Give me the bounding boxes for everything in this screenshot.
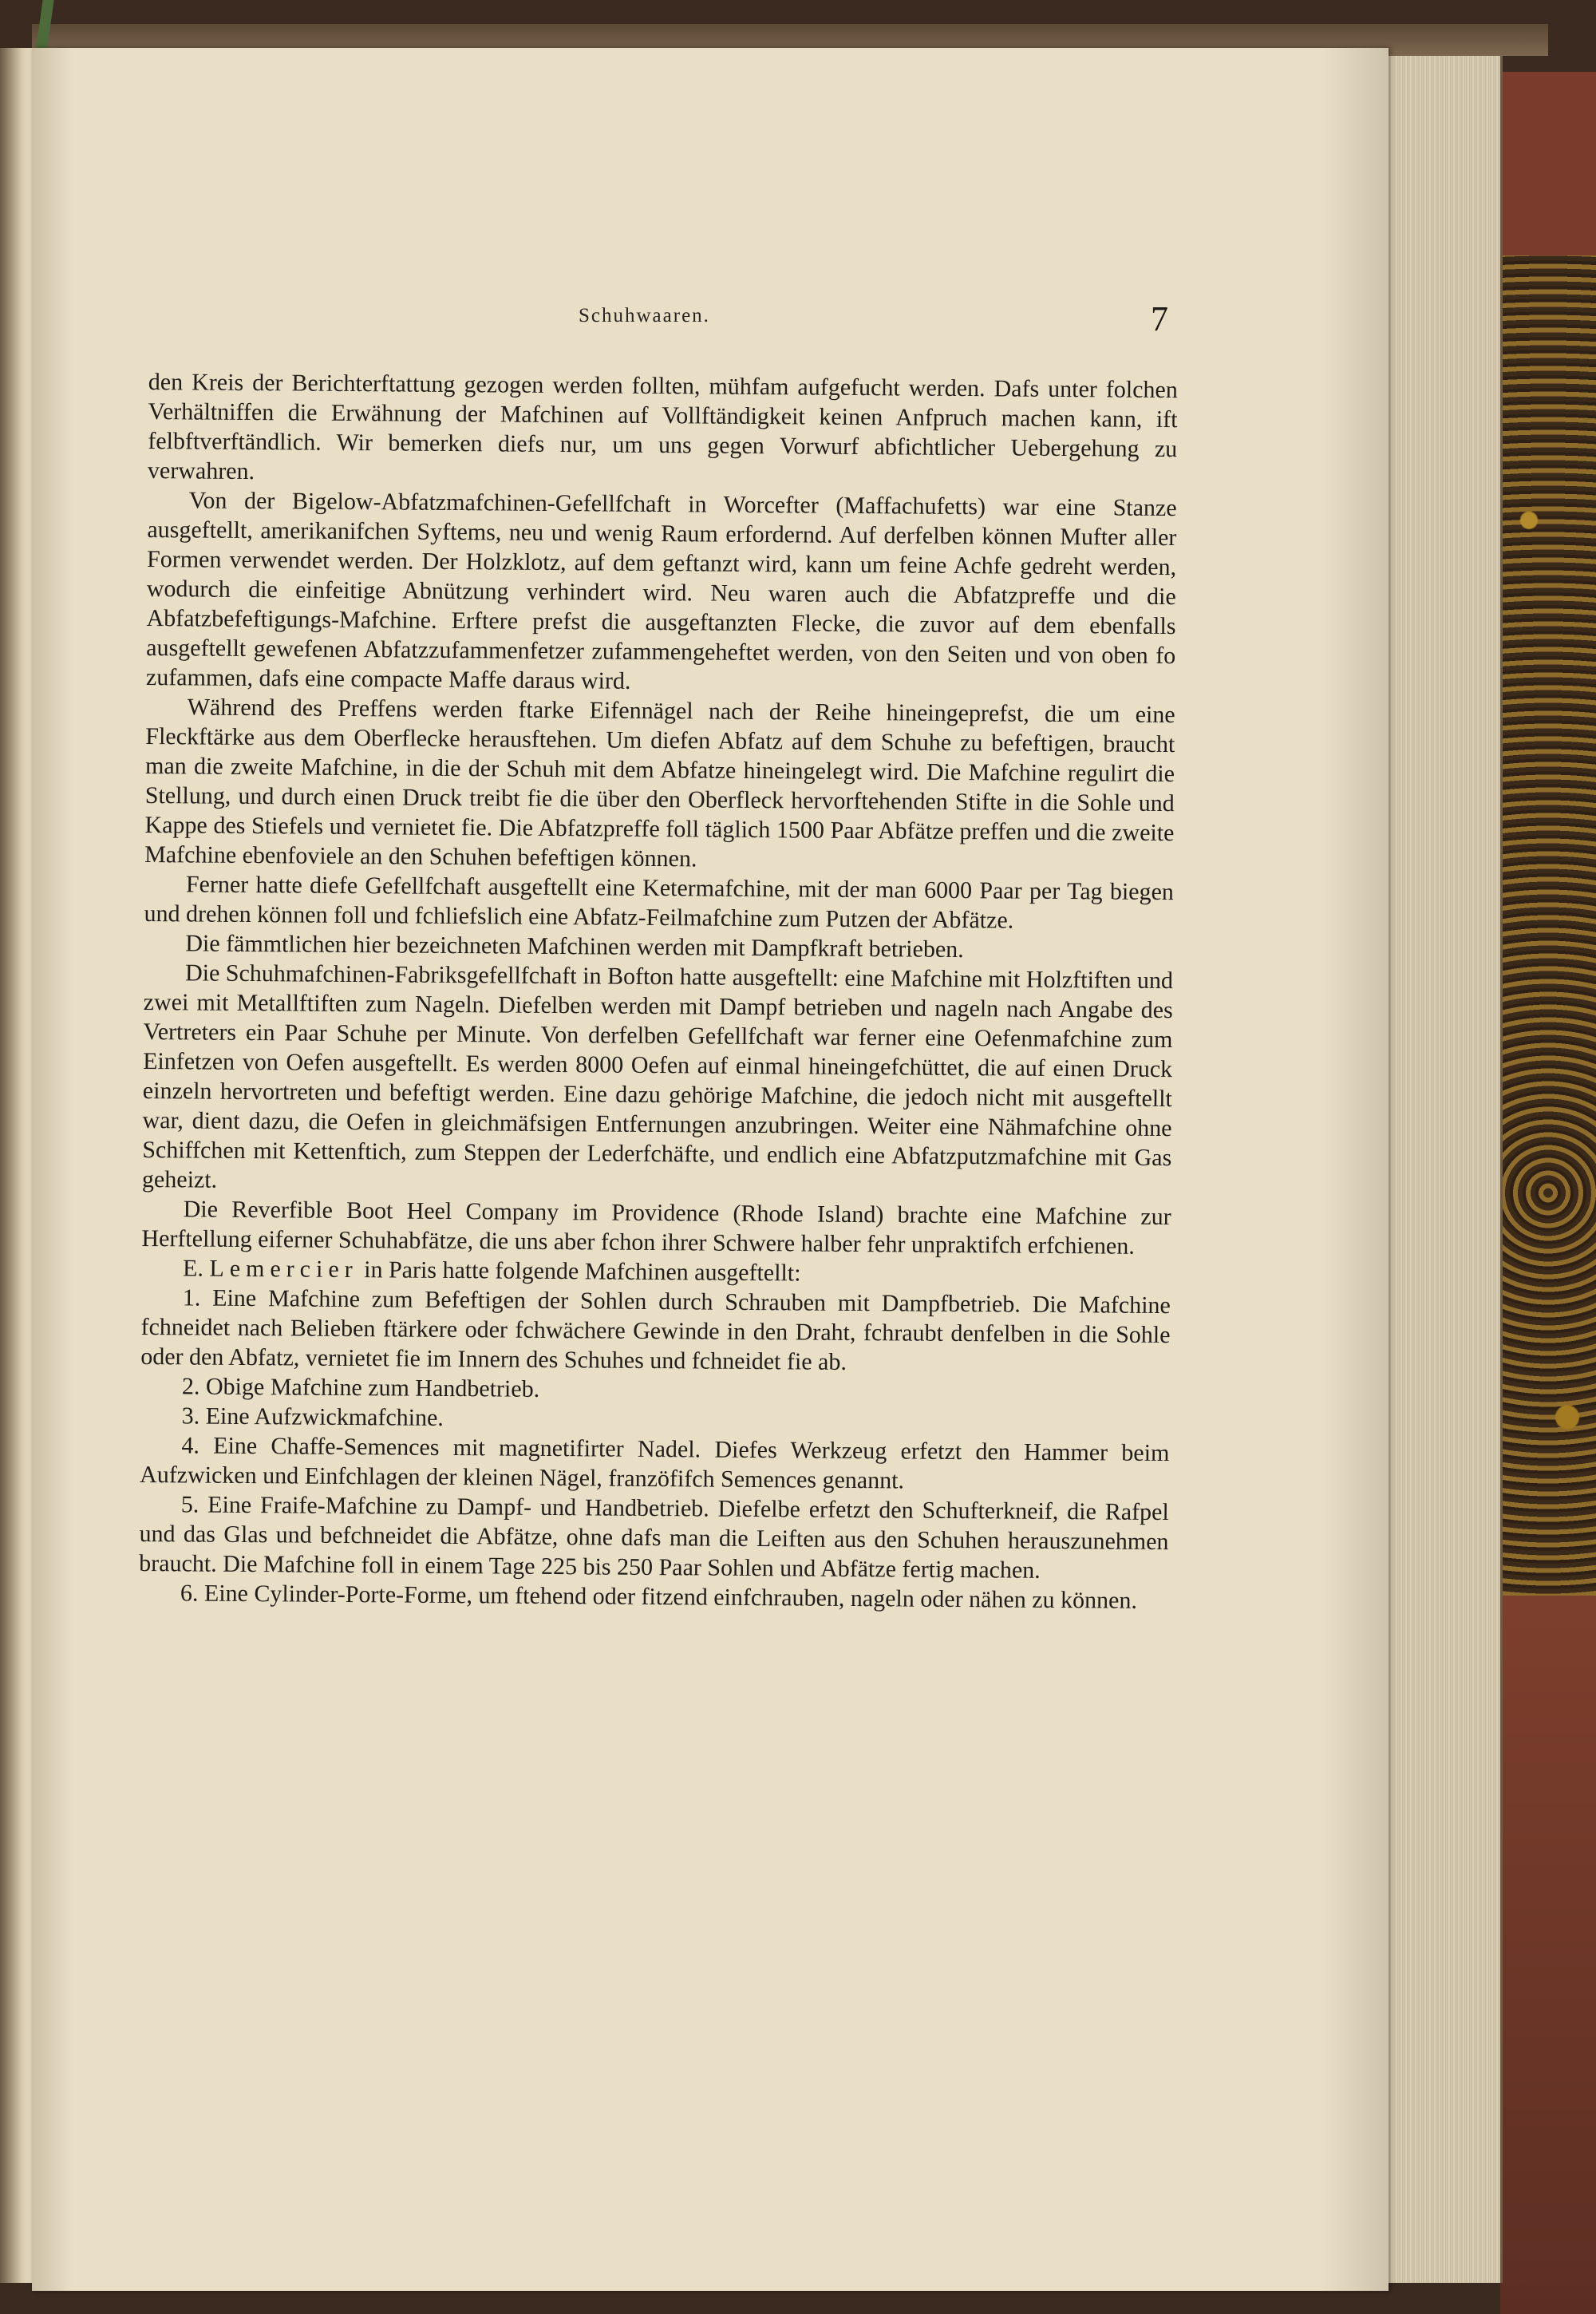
paragraph-7: Die Reverfible Boot Heel Company im Providence (Rhode Island) brachte eine Mafchine zur Herftellung eiferner Schuhabfätze, die uns aber fchon ihrer Schwere halber fehr unpraktifch erfchienen. bbox=[141, 1196, 1171, 1260]
binding-red-bottom bbox=[1500, 1596, 1596, 2314]
list-item-4: 4. Eine Chaffe-Semences mit magnetifirter Nadel. Diefes Werkzeug erfetzt den Hammer beim Aufzwicken und Einfchlagen der kleinen Nägel, franzöfifch Semences genannt. bbox=[139, 1432, 1170, 1494]
list-item-2: 2. Obige Mafchine zum Handbetrieb. bbox=[181, 1373, 540, 1402]
body-text bbox=[139, 367, 1178, 1616]
binding-red-top bbox=[1500, 72, 1596, 255]
list-item-6: 6. Eine Cylinder-Porte-Forme, um ftehend oder fitzend einfchrauben, nageln oder nähen zu können. bbox=[180, 1580, 1138, 1614]
person-name: Lemercier bbox=[209, 1255, 358, 1284]
running-title: Schuhwaaren. bbox=[579, 305, 710, 326]
list-item-5: 5. Eine Fraife-Mafchine zu Dampf- und Handbetrieb. Diefelbe erfetzt den Schufterkneif, die Rafpel und das Glas und befchneidet die Abfätze, ohne dafs man die Leiften aus den Schuhen herauszunehmen braucht. Die Mafchine foll in einem Tage 225 bis 250 Paar Sohlen und Abfätze fertig machen. bbox=[139, 1491, 1169, 1584]
left-page-edge bbox=[0, 48, 32, 2283]
paragraph-4: Ferner hatte diefe Gefellfchaft ausgeftellt eine Ketermafchine, mit der man 6000 Paar per Tag biegen und drehen können foll und fchliefslich eine Abfatz-Feilmafchine zum Putzen der Abfätze. bbox=[144, 871, 1175, 934]
paragraph-3: Während des Preffens werden ftarke Eifennägel nach der Reihe hineingeprefst, die um eine Fleckftärke aus dem Oberflecke herausftehen. Um diefen Abfatz auf dem Schuhe zu befeftigen, braucht man die zweite Mafchine, in die der Schuh mit dem Abfatze hineingelegt wird. Die Mafchine regulirt die Stellung, und durch einen Druck treibt fie die über den Oberfleck hervorftehenden Stifte in die Sohle und Kappe des Stiefels und vernietet fie. Die Abfatzpreffe foll täglich 1500 Paar Abfätze preffen und die zweite Mafchine ebenfoviele an den Schuhen befeftigen können. bbox=[144, 694, 1175, 872]
page-header bbox=[32, 299, 1389, 345]
list-item-3: 3. Eine Aufzwickmafchine. bbox=[181, 1402, 444, 1431]
page-block-edges bbox=[1389, 56, 1503, 2283]
page-number: 7 bbox=[1151, 299, 1168, 338]
book-page bbox=[32, 48, 1389, 2291]
initial: E. bbox=[183, 1255, 210, 1282]
marbled-binding bbox=[1500, 72, 1596, 2314]
list-item-1: 1. Eine Mafchine zum Befeftigen der Sohlen durch Schrauben mit Dampfbetrieb. Die Mafchine fchneidet nach Belieben ftärkere oder fchwächere Gewinde in den Draht, fchraubt denfelben in die Sohle oder den Abfatz, vernietet fie im Innern des Schuhes und fchneidet fie ab. bbox=[140, 1284, 1171, 1375]
paragraph-1: den Kreis der Berichterftattung gezogen werden follten, mühfam aufgefucht werden. Dafs unter folchen Verhältniffen die Erwähnung der Mafchinen auf Vollftändigkeit keinen Anfpruch machen kann, ift felbftverftändlich. Wir bemerken diefs nur, um uns gegen Vorwurf abfichtlicher Uebergehung zu verwahren. bbox=[147, 368, 1178, 485]
paragraph-2: Von der Bigelow-Abfatzmafchinen-Gefellfchaft in Worcefter (Maffachufetts) war eine Stanze ausgeftellt, amerikanifchen Syftems, neu und wenig Raum erfordernd. Auf derfelben können Mufter aller Formen verwendet werden. Der Holzklotz, auf dem geftanzt wird, kann um feine Achfe gedreht werden, wodurch die einfeitige Abnützung verhindert wird. Neu waren auch die Abfatzpreffe und die Abfatzbefeftigungs-Mafchine. Erftere prefst die ausgeftanzten Flecke, die zuvor auf dem ebenfalls ausgeftellt gewefenen Abfatzzufammenfetzer zufammengeheftet werden, von den Seiten und von oben fo zufammen, dafs eine compacte Maffe daraus wird. bbox=[145, 487, 1177, 694]
paragraph-5: Die fämmtlichen hier bezeichneten Mafchinen werden mit Dampfkraft betrieben. bbox=[185, 930, 964, 963]
paragraph-8-rest: in Paris hatte folgende Mafchinen ausgeftellt: bbox=[358, 1256, 801, 1287]
paragraph-6: Die Schuhmafchinen-Fabriksgefellfchaft in Bofton hatte ausgeftellt: eine Mafchine mit Holzftiften und zwei mit Metallftiften zum Nageln. Diefelben werden mit Dampf betrieben und nageln nach Angabe des Vertreters ein Paar Schuhe per Minute. Von derfelben Gefellfchaft war ferner eine Oefenmafchine zum Einfetzen von Oefen ausgeftellt. Es werden 8000 Oefen auf einmal hineingefchüttet, die auf einen Druck einzeln hervortreten und befeftigt werden. Eine dazu gehörige Mafchine, die jedoch nicht mit ausgeftellt war, dient dazu, die Oefen in gleichmäfsigen Entfernungen anzubringen. Weiter eine Nähmafchine ohne Schiffchen mit Kettenftich, zum Steppen der Lederfchäfte, und endlich eine Abfatzputzmafchine mit Gas geheizt. bbox=[141, 959, 1174, 1193]
